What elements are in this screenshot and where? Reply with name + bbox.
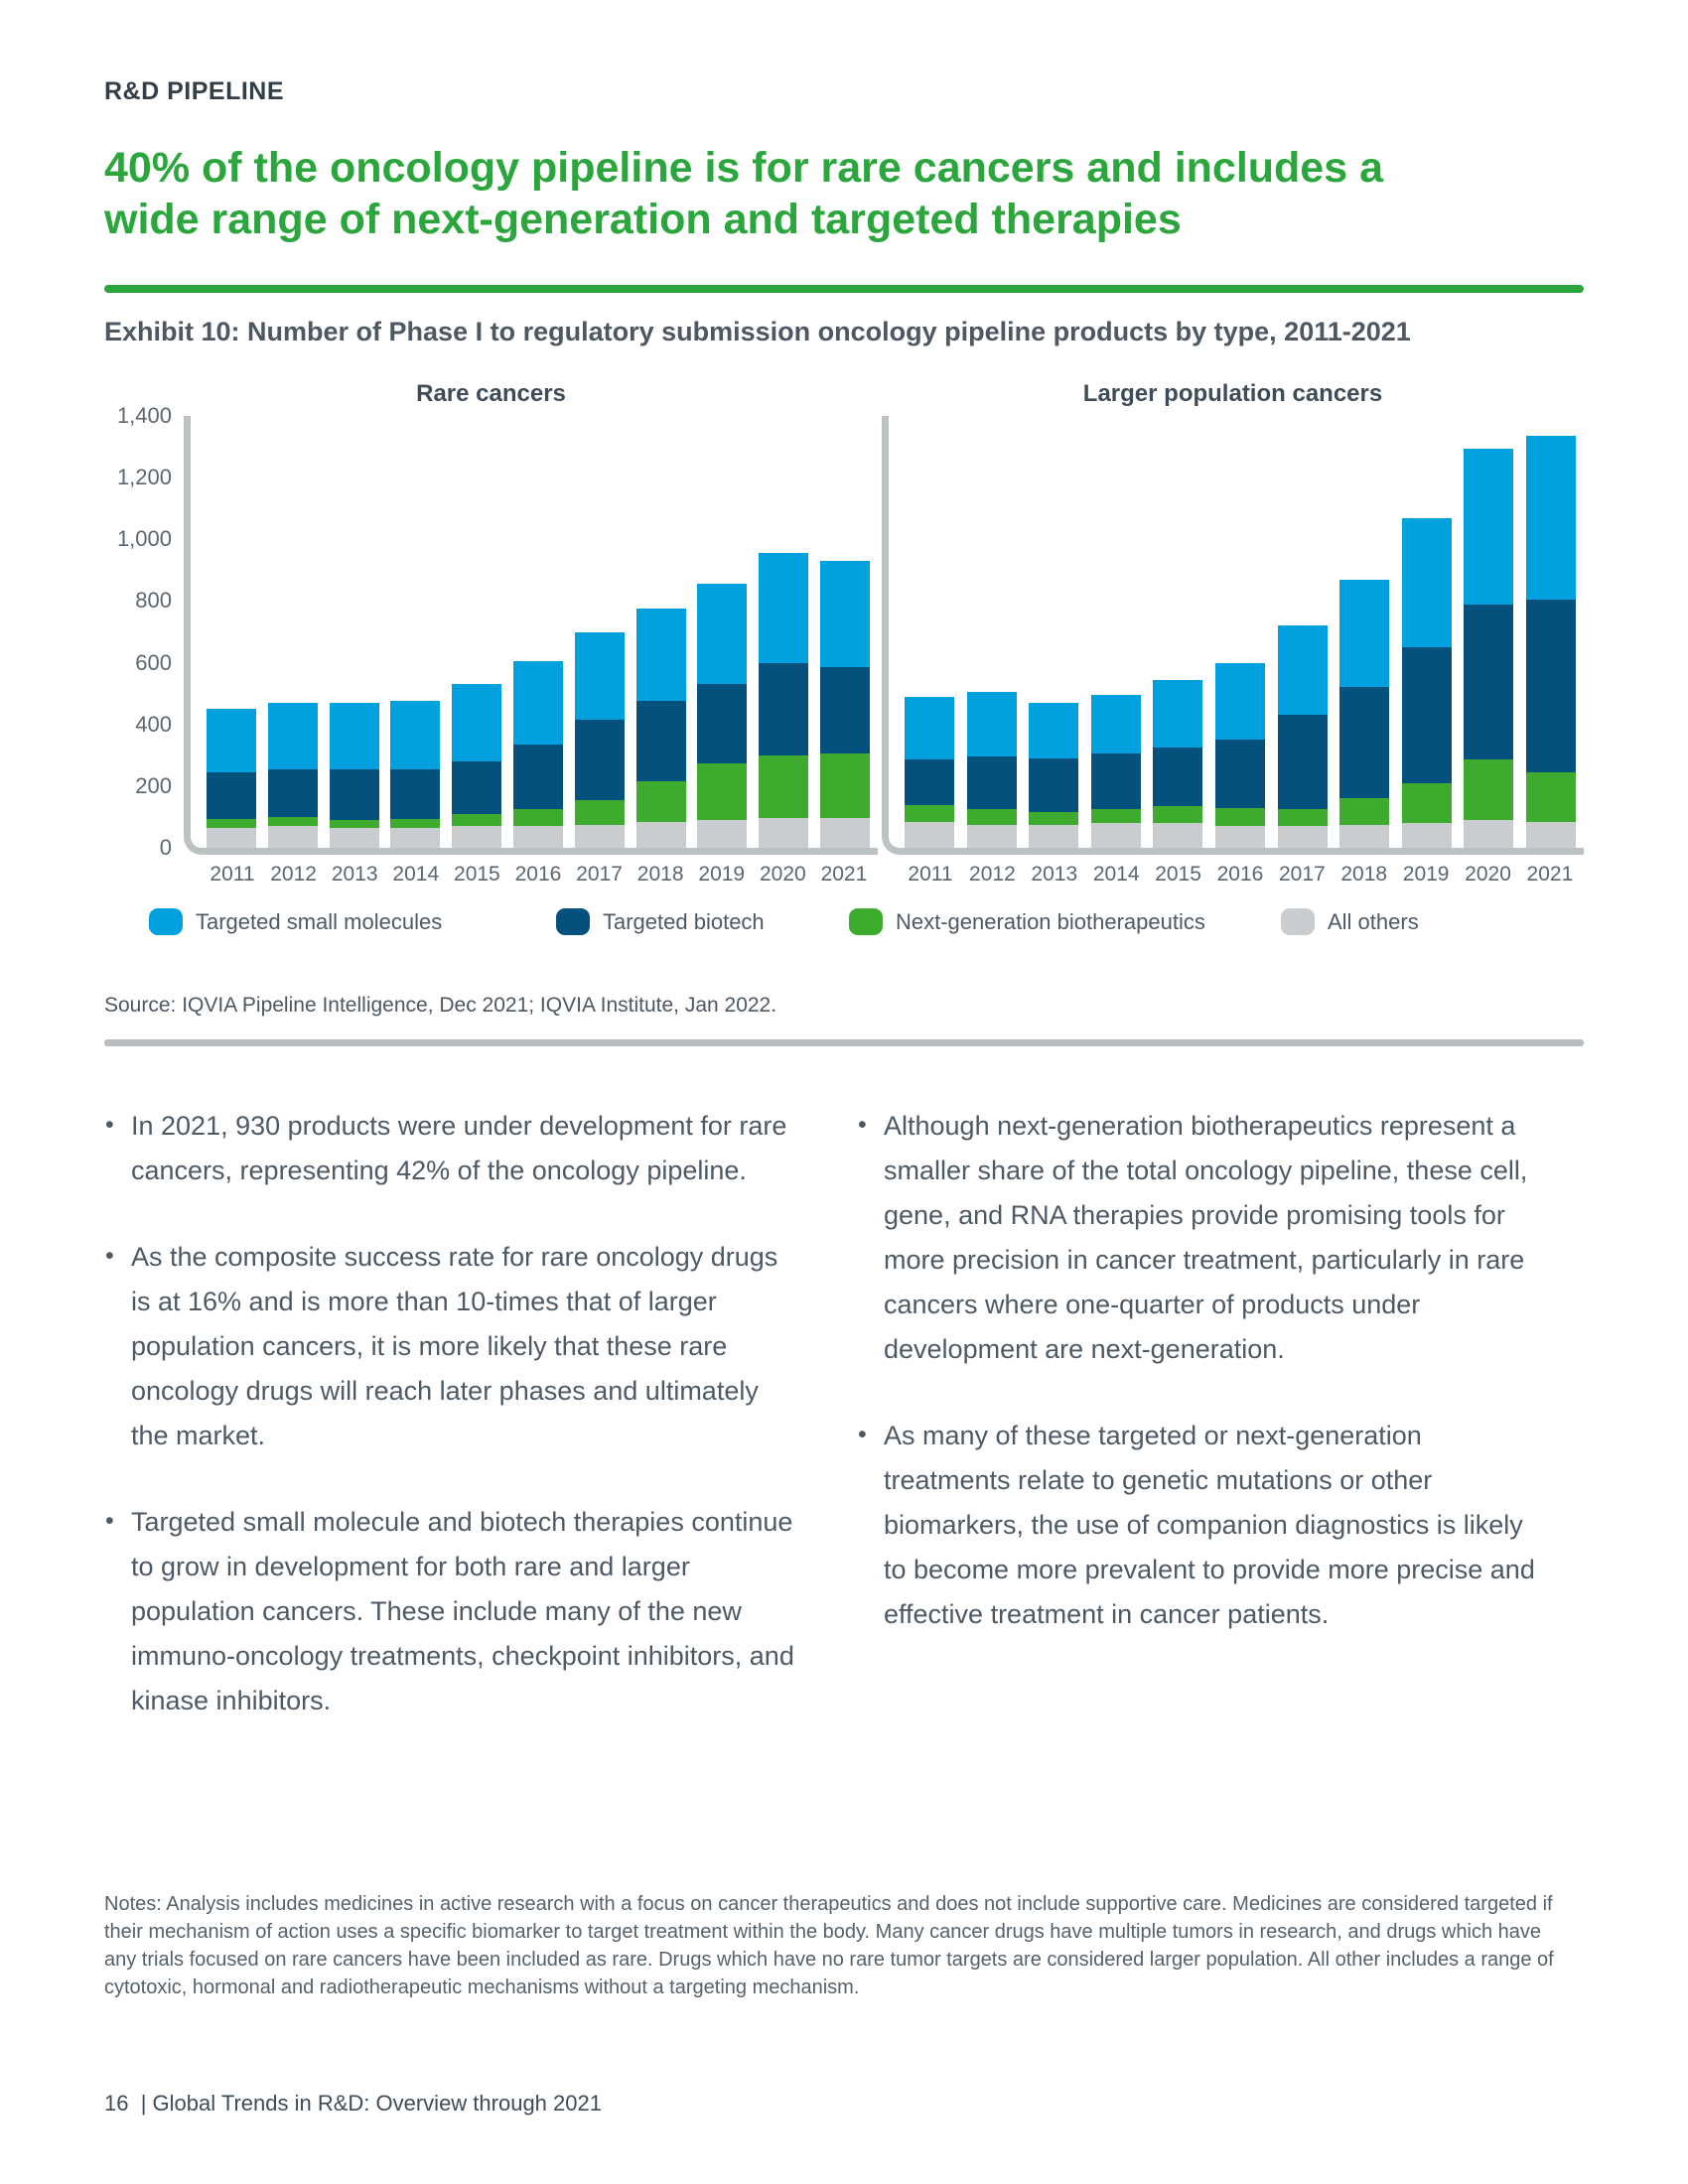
bar-segment — [390, 819, 440, 828]
bar-segment — [905, 697, 954, 760]
bar-column — [207, 709, 256, 848]
chart-title: Larger population cancers — [1082, 380, 1383, 407]
bullet-item: • In 2021, 930 products were under development for rare cancers, representing 42% of the oncology pipeline. — [104, 1104, 799, 1193]
bar-segment — [1464, 605, 1513, 760]
bar-segment — [1278, 625, 1328, 715]
x-tick-label: 2019 — [698, 863, 746, 886]
bar-segment — [636, 701, 686, 781]
bar-segment — [697, 820, 747, 848]
bar-segment — [759, 755, 808, 819]
legend-item-targeted-small-molecules — [149, 908, 442, 935]
bar-segment — [905, 822, 954, 848]
bar-segment — [820, 667, 870, 753]
bar-segment — [513, 826, 563, 848]
bar-column — [1153, 680, 1202, 848]
bullet-item: • As many of these targeted or next-generation treatments relate to genetic mutations or other biomarkers, the use of companion diagnostics is likely to become more prevalent to provide more precise and effective treatment in cancer patients. — [857, 1414, 1544, 1637]
bar-segment — [1526, 822, 1576, 848]
x-tick-label: 2016 — [1216, 863, 1264, 886]
bar-segment — [636, 609, 686, 701]
bar-column — [1339, 580, 1389, 848]
x-tick-label: 2018 — [1340, 863, 1388, 886]
bar-segment — [268, 826, 318, 848]
bar-segment — [905, 805, 954, 822]
bar-segment — [452, 826, 501, 848]
bar-segment — [1278, 715, 1328, 809]
bar-segment — [513, 809, 563, 826]
bar-segment — [1278, 826, 1328, 848]
bullet-item: • As the composite success rate for rare oncology drugs is at 16% and is more than 10-times that of larger population cancers, it is more likely that these rare oncology drugs will reach later phases and ultimately the market. — [104, 1235, 799, 1458]
bar-segment — [967, 756, 1017, 809]
bar-column — [820, 561, 870, 848]
bar-segment — [1526, 600, 1576, 772]
bar-segment — [820, 753, 870, 818]
legend-item-next-generation-biotherapeutics — [849, 908, 1205, 935]
x-tick-label: 2020 — [759, 863, 806, 886]
x-tick-label: 2013 — [1031, 863, 1078, 886]
legend-swatch-dark-blue — [556, 908, 590, 935]
bar-segment — [1339, 825, 1389, 848]
bar-segment — [207, 772, 256, 819]
x-tick-label: 2012 — [270, 863, 317, 886]
y-tick-label: 800 — [135, 588, 172, 614]
bar-segment — [207, 828, 256, 848]
bar-segment — [697, 584, 747, 684]
bar-segment — [330, 820, 379, 828]
bar-segment — [1091, 823, 1141, 848]
plot-area — [184, 416, 878, 855]
bar-segment — [1153, 680, 1202, 748]
legend-label: Targeted biotech — [603, 908, 765, 934]
section-eyebrow: R&D PIPELINE — [104, 77, 285, 105]
bar-segment — [330, 828, 379, 848]
green-divider-rule — [104, 285, 1584, 293]
legend-label: Targeted small molecules — [196, 908, 443, 934]
bar-segment — [207, 709, 256, 772]
bar-segment — [390, 828, 440, 848]
x-tick-label: 2020 — [1465, 863, 1511, 886]
bar-segment — [513, 661, 563, 745]
bar-segment — [759, 818, 808, 848]
bar-segment — [697, 684, 747, 762]
legend-label: Next-generation biotherapeutics — [896, 908, 1205, 934]
y-tick-label: 1,200 — [116, 465, 172, 490]
bar-segment — [636, 781, 686, 821]
bar-segment — [268, 703, 318, 769]
bar-column — [452, 684, 501, 848]
bar-segment — [1464, 759, 1513, 820]
bar-segment — [1029, 812, 1078, 824]
bar-segment — [1339, 687, 1389, 798]
x-tick-label: 2015 — [454, 863, 500, 886]
bar-segment — [207, 819, 256, 828]
bar-segment — [1402, 518, 1452, 648]
legend-item-all-others — [1281, 908, 1419, 935]
y-tick-label: 0 — [159, 835, 172, 860]
bar-column — [575, 632, 625, 848]
bar-column — [905, 697, 954, 848]
bar-segment — [820, 561, 870, 667]
y-axis-labels — [104, 403, 184, 860]
page-title-line-2: wide range of next-generation and targeted therapies — [104, 196, 1182, 243]
legend-item-targeted-biotech — [556, 908, 765, 935]
bar-column — [1278, 625, 1328, 848]
bar-column — [1215, 663, 1265, 848]
chart-title: Rare cancers — [416, 380, 566, 407]
bar-segment — [330, 703, 379, 769]
bar-segment — [390, 769, 440, 819]
bar-segment — [1278, 809, 1328, 826]
bar-segment — [1402, 647, 1452, 783]
bar-column — [1402, 518, 1452, 848]
bar-segment — [390, 701, 440, 768]
y-tick-label: 200 — [135, 772, 172, 798]
bar-column — [967, 692, 1017, 848]
bar-segment — [967, 809, 1017, 825]
x-tick-label: 2012 — [969, 863, 1016, 886]
x-axis-labels — [889, 863, 1584, 887]
bar-segment — [1091, 695, 1141, 753]
bar-column — [1464, 449, 1513, 848]
bar-segment — [967, 825, 1017, 848]
bar-segment — [1215, 808, 1265, 827]
x-tick-label: 2014 — [392, 863, 440, 886]
x-axis-labels — [191, 863, 878, 887]
bar-segment — [1029, 825, 1078, 848]
bar-segment — [575, 825, 625, 848]
bar-segment — [1464, 820, 1513, 848]
page-title-line-1: 40% of the oncology pipeline is for rare cancers and includes a — [104, 144, 1383, 192]
notes-paragraph: Notes: Analysis includes medicines in active research with a focus on cancer therapeutics and does not include supportive care. Medicines are considered targeted if their mechanism of action uses a specific biomarker to target treatment within the body. Many cancer drugs have multiple tumors in research, and drugs which have any trials focused on rare cancers have been included as rare. Drugs which have no rare tumor targets are considered larger population. All other includes a range of cytotoxic, hormonal and radiotherapeutic mechanisms without a targeting mechanism. — [104, 1893, 1554, 1998]
bar-segment — [1153, 823, 1202, 848]
x-tick-label: 2011 — [210, 863, 255, 886]
bar-column — [636, 609, 686, 848]
chart-rare-cancers — [104, 380, 878, 887]
x-tick-label: 2011 — [908, 863, 953, 886]
bar-segment — [575, 800, 625, 825]
bar-segment — [452, 761, 501, 814]
page-title — [104, 142, 1584, 245]
bar-segment — [1215, 826, 1265, 848]
exhibit-charts — [104, 380, 1584, 887]
bar-column — [1091, 695, 1141, 848]
bar-segment — [1526, 772, 1576, 822]
bar-segment — [697, 763, 747, 820]
bar-segment — [1339, 580, 1389, 688]
bar-segment — [967, 692, 1017, 756]
bar-segment — [1402, 783, 1452, 823]
bar-segment — [1339, 798, 1389, 824]
bar-segment — [1091, 809, 1141, 823]
bar-segment — [330, 769, 379, 820]
plot-area — [882, 416, 1584, 855]
page-footer: 16 | Global Trends in R&D: Overview through 2021 — [104, 2091, 602, 2116]
x-tick-label: 2015 — [1155, 863, 1201, 886]
bar-segment — [1215, 740, 1265, 807]
bar-segment — [1215, 663, 1265, 741]
bullet-column-left — [104, 1104, 799, 1765]
bar-column — [268, 703, 318, 848]
bar-column — [513, 661, 563, 848]
bar-segment — [268, 817, 318, 826]
bar-segment — [452, 684, 501, 761]
chart-legend — [104, 908, 1584, 942]
bar-segment — [905, 759, 954, 804]
plot-row — [104, 403, 878, 860]
y-tick-label: 1,000 — [116, 526, 172, 552]
bar-column — [390, 701, 440, 848]
source-line: Source: IQVIA Pipeline Intelligence, Dec 2021; IQVIA Institute, Jan 2022. — [104, 994, 777, 1017]
bullet-item: • Although next-generation biotherapeutics represent a smaller share of the total oncology pipeline, these cell, gene, and RNA therapies provide promising tools for more precision in cancer treatment, particularly in rare cancers where one-quarter of products under development are next-generation. — [857, 1104, 1544, 1372]
bar-segment — [575, 632, 625, 721]
bar-column — [1526, 436, 1576, 848]
x-tick-label: 2013 — [331, 863, 378, 886]
bar-column — [759, 553, 808, 848]
bar-segment — [636, 822, 686, 848]
x-tick-label: 2017 — [1278, 863, 1326, 886]
exhibit-caption: Exhibit 10: Number of Phase I to regulatory submission oncology pipeline products by type, 2011-2021 — [104, 317, 1411, 346]
legend-swatch-green — [849, 908, 883, 935]
bullet-column-right — [857, 1104, 1544, 1765]
bar-segment — [820, 818, 870, 848]
plot-row — [882, 416, 1584, 855]
bar-segment — [1526, 436, 1576, 600]
x-tick-label: 2021 — [820, 863, 868, 886]
x-tick-label: 2021 — [1526, 863, 1574, 886]
legend-swatch-light-blue — [149, 908, 183, 935]
bar-segment — [1029, 758, 1078, 812]
x-tick-label: 2016 — [514, 863, 562, 886]
gray-divider-rule — [104, 1039, 1584, 1046]
bar-segment — [759, 553, 808, 662]
x-tick-label: 2018 — [636, 863, 684, 886]
y-tick-label: 1,400 — [116, 403, 172, 428]
bar-column — [697, 584, 747, 848]
bar-column — [1029, 703, 1078, 848]
x-tick-label: 2017 — [576, 863, 623, 886]
chart-larger-population-cancers — [882, 380, 1584, 887]
bar-segment — [1029, 703, 1078, 758]
bar-segment — [1153, 748, 1202, 806]
legend-label: All others — [1328, 908, 1419, 934]
y-tick-label: 600 — [135, 649, 172, 675]
bullet-item: • Targeted small molecule and biotech therapies continue to grow in development for both rare and larger population cancers. These include many of the new immuno-oncology treatments, checkpoint inhibitors, and kinase inhibitors. — [104, 1500, 799, 1723]
bar-segment — [1153, 806, 1202, 823]
bar-segment — [759, 663, 808, 755]
bar-segment — [1091, 753, 1141, 809]
legend-swatch-gray — [1281, 908, 1315, 935]
x-tick-label: 2019 — [1402, 863, 1450, 886]
x-tick-label: 2014 — [1092, 863, 1140, 886]
bar-column — [330, 703, 379, 848]
bullet-columns — [104, 1104, 1584, 1765]
y-tick-label: 400 — [135, 711, 172, 737]
bar-segment — [1464, 449, 1513, 605]
bar-segment — [268, 769, 318, 817]
bar-segment — [513, 745, 563, 809]
bar-segment — [1402, 823, 1452, 848]
bar-segment — [452, 814, 501, 826]
bar-segment — [575, 720, 625, 800]
